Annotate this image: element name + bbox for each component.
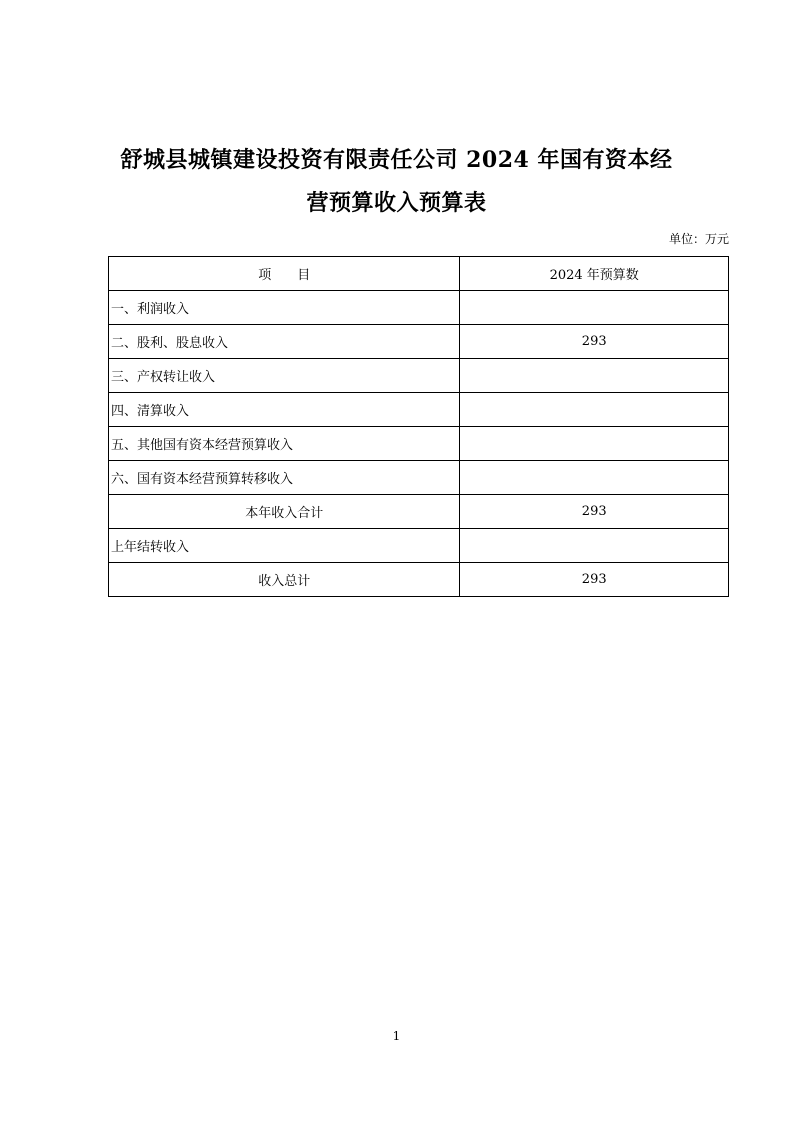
row-item-cell: 六、国有资本经营预算转移收入	[109, 461, 460, 495]
row-item-cell: 四、清算收入	[109, 393, 460, 427]
table-header-row	[109, 257, 729, 291]
table-row	[109, 393, 729, 427]
table-row	[109, 529, 729, 563]
document-title-line-1: 舒城县城镇建设投资有限责任公司 2024 年国有资本经	[120, 147, 673, 173]
row-item-cell: 二、股利、股息收入	[109, 325, 460, 359]
row-amount-cell	[460, 461, 729, 495]
row-item-cell: 本年收入合计	[109, 495, 460, 529]
document-title-line-2: 营预算收入预算表	[306, 190, 487, 216]
table-row	[109, 461, 729, 495]
table-row	[109, 359, 729, 393]
table-header	[109, 257, 729, 291]
unit-label: 单位：万元	[668, 232, 729, 246]
table-body	[109, 291, 729, 597]
row-item-cell: 收入总计	[109, 563, 460, 597]
row-amount-cell: 293	[460, 325, 729, 359]
row-amount-cell	[460, 359, 729, 393]
header-item-cell	[109, 257, 460, 291]
table-row	[109, 563, 729, 597]
row-amount-cell: 293	[460, 563, 729, 597]
table-row	[109, 291, 729, 325]
row-item-cell: 三、产权转让收入	[109, 359, 460, 393]
table-row	[109, 495, 729, 529]
row-amount-cell: 293	[460, 495, 729, 529]
table-row	[109, 325, 729, 359]
header-amount-cell: 2024 年预算数	[460, 257, 729, 291]
row-amount-cell	[460, 529, 729, 563]
budget-table	[108, 256, 729, 597]
header-item-label: 项 目	[258, 268, 311, 283]
table-row	[109, 427, 729, 461]
row-item-cell: 上年结转收入	[109, 529, 460, 563]
row-amount-cell	[460, 393, 729, 427]
page-number: 1	[392, 1029, 401, 1043]
row-amount-cell	[460, 427, 729, 461]
row-amount-cell	[460, 291, 729, 325]
row-item-cell: 一、利润收入	[109, 291, 460, 325]
row-item-cell: 五、其他国有资本经营预算收入	[109, 427, 460, 461]
